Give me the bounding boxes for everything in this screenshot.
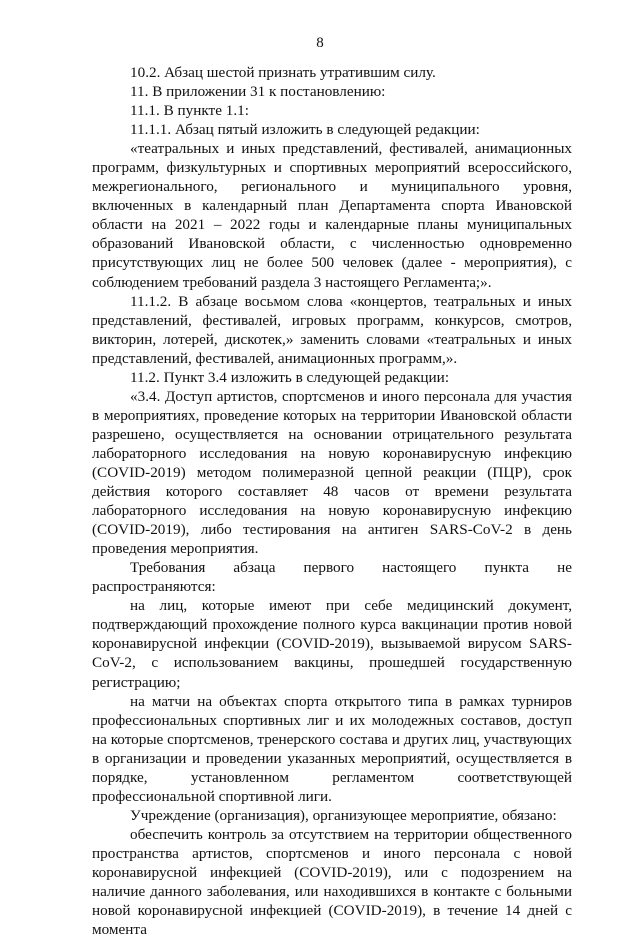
paragraph-requirements: Требования абзаца первого настоящего пункта не распространяются: [92,559,572,596]
page-number: 8 [316,35,324,51]
paragraph-11-1: 11.1. В пункте 1.1: [130,102,249,120]
paragraph-3-4: «3.4. Доступ артистов, спортсменов и иного персонала для участия в мероприятиях, проведение которых на территории Ивановской области разрешено, осуществляется на основании отрицательного результата лабораторного исследования на новую коронавирусную инфекцию (COVID-2019) методом полимеразной цепной реакции (ПЦР), срок действия которого составляет 48 часов от времени результата лабораторного исследования на новую коронавирусную инфекцию (COVID-2019), либо тестирования на антиген SARS-CoV-2 в день проведения мероприятия. [92,387,572,558]
paragraph-11: 11. В приложении 31 к постановлению: [130,83,386,101]
document-body [92,63,572,939]
paragraph-11-2: 11.2. Пункт 3.4 изложить в следующей редакции: [130,368,450,386]
paragraph-quote-theatrical: «театральных и иных представлений, фестивалей, анимационных программ, физкультурных и спортивных мероприятий всероссийского, межрегионального, регионального и муниципального уровня, включенных в календарный план Департамента спорта Ивановской области на 2021 – 2022 годы и календарные планы муниципальных образований Ивановской области, с численностью одновременно присутствующих лиц не более 500 человек (далее - мероприятия), с соблюдением требований раздела 3 настоящего Регламента;». [92,140,572,291]
paragraph-11-1-2: 11.1.2. В абзаце восьмом слова «концертов, театральных и иных представлений, фестивалей, игровых программ, конкурсов, смотров, викторин, лотерей, дискотек,» заменить словами «театральных и иных представлений, фестивалей, анимационных программ,». [92,292,572,367]
paragraph-vaccinated-persons: на лиц, которые имеют при себе медицинский документ, подтверждающий прохождение полного курса вакцинации против новой коронавирусной инфекции (COVID-2019), вызываемой вирусом SARS-CoV-2, с использованием вакцины, прошедшей государственную регистрацию; [92,597,572,691]
paragraph-sports-matches: на матчи на объектах спорта открытого типа в рамках турниров профессиональных спортивных лиг и их молодежных составов, доступ на которые спортсменов, тренерского состава и других лиц, участвующих в организации и проведении указанных мероприятий, осуществляется в порядке, установленном регламентом соответствующей профессиональной спортивной лиги. [92,692,572,805]
paragraph-11-1-1: 11.1.1. Абзац пятый изложить в следующей редакции: [130,121,480,139]
paragraph-10-2: 10.2. Абзац шестой признать утратившим силу. [130,64,436,81]
paragraph-ensure-control: обеспечить контроль за отсутствием на территории общественного пространства артистов, спортсменов и иного персонала с новой коронавирусной инфекцией (COVID-2019), или с подозрением на наличие данного заболевания, или находившихся в контакте с больными новой коронавирусной инфекцией (COVID-2019), в течение 14 дней с момента [92,825,572,939]
paragraph-organizer-duty: Учреждение (организация), организующее мероприятие, обязано: [130,806,557,824]
